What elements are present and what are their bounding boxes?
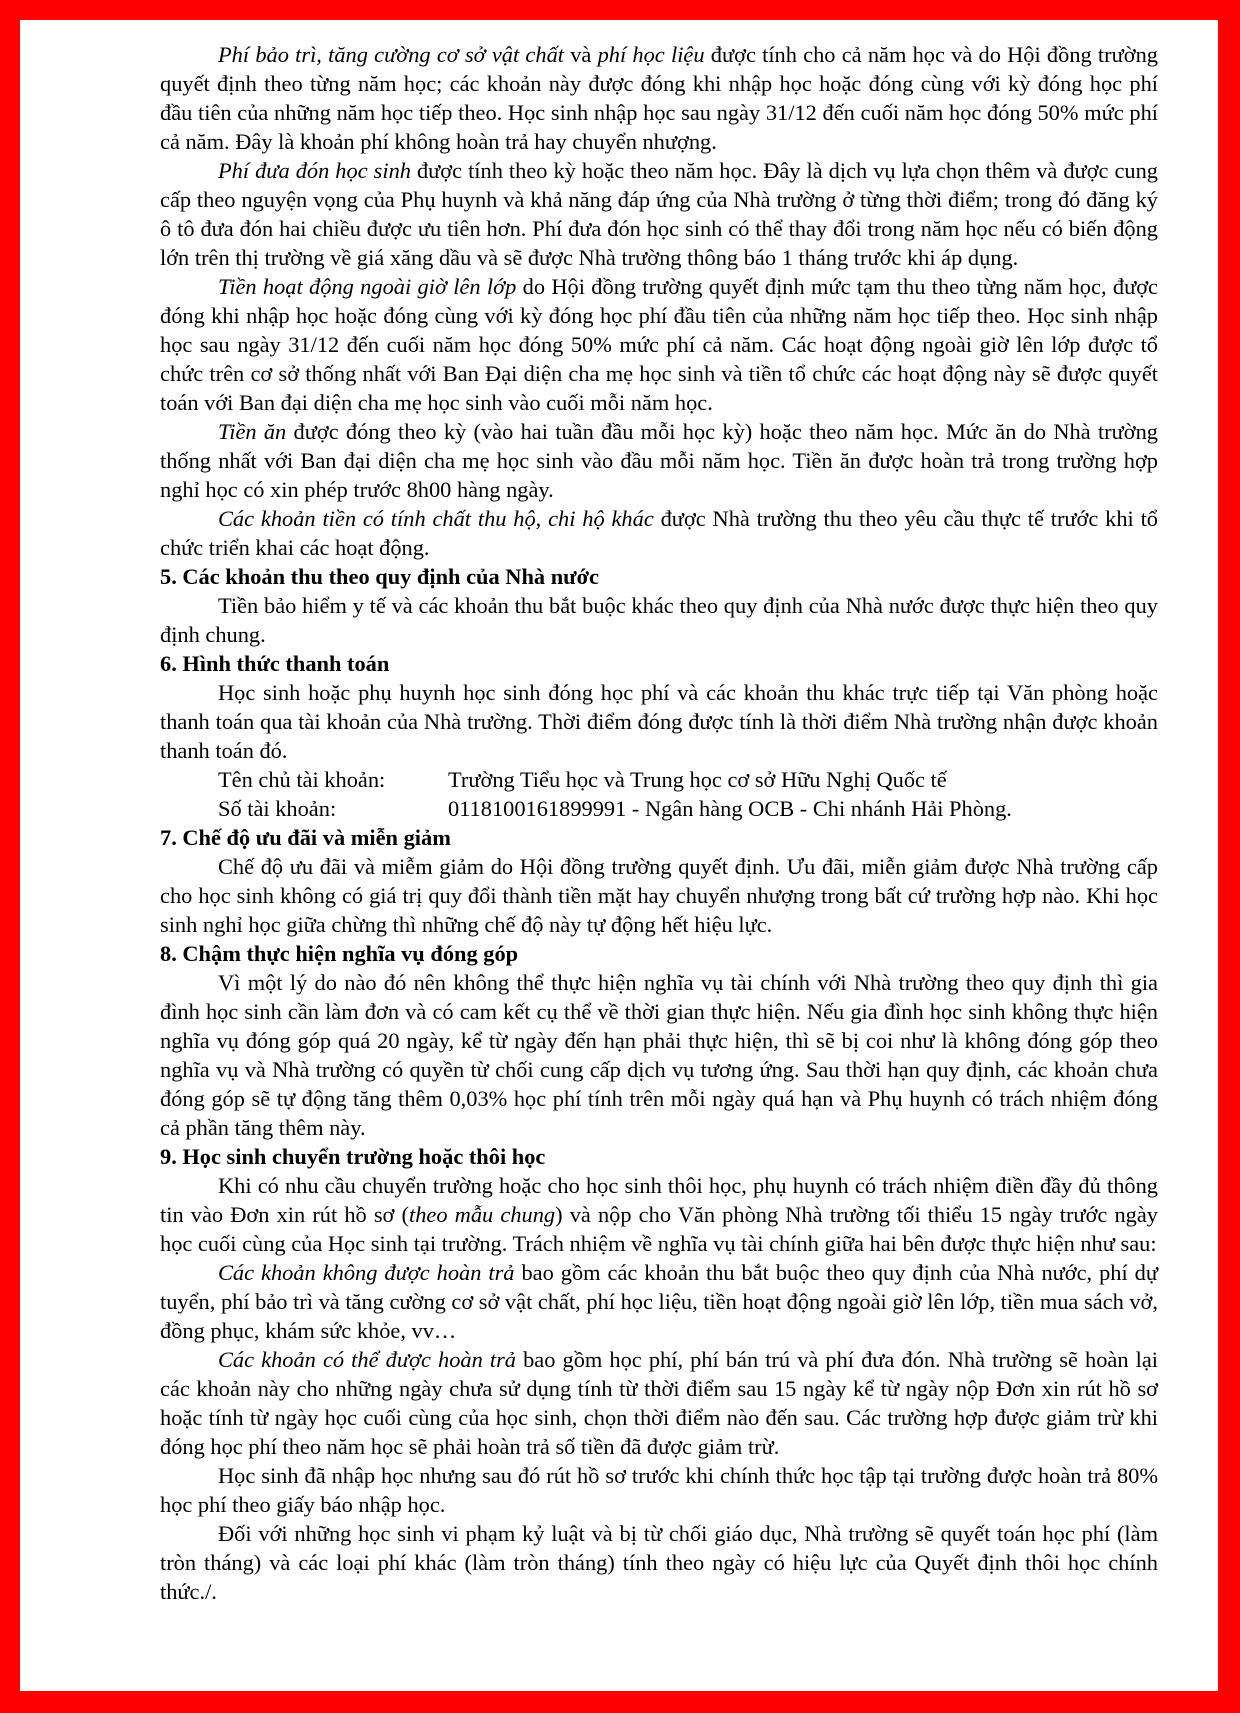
text: ) và nộp cho Văn phòng Nhà trường tối thiểu 15 ngày trước ngày học cuối cùng của Học sinh tại trường. Trách nhiệm về nghĩa vụ tài chính giữa hai bên được thực hiện như sau: xyxy=(160,1202,1159,1256)
term-extracurricular-fee: Tiền hoạt động ngoài giờ lên lớp xyxy=(218,274,517,299)
paragraph-other-collections xyxy=(160,504,1158,562)
paragraph-late-payment: Vì một lý do nào đó nên không thể thực hiện nghĩa vụ tài chính với Nhà trường theo quy định thì gia đình học sinh cần làm đơn và có cam kết cụ thể về thời gian thực hiện. Nếu gia đình học sinh không thực hiện nghĩa vụ đóng góp quá 20 ngày, kể từ ngày đến hạn phải thực hiện, thì sẽ bị coi như là không đóng góp theo nghĩa vụ và Nhà trường có quyền từ chối cung cấp dịch vụ tương ứng. Sau thời hạn quy định, các khoản chưa đóng góp sẽ tự động tăng thêm 0,03% học phí tính trên mỗi ngày quá hạn và Phụ huynh có trách nhiệm đóng cả phần tăng thêm này. xyxy=(160,970,1158,1140)
term-other-collections: Các khoản tiền có tính chất thu hộ, chi hộ khác xyxy=(218,506,654,531)
text: bao gồm các khoản thu bắt buộc theo quy định của Nhà nước, phí dự tuyển, phí bảo trì và tăng cường cơ sở vật chất, phí học liệu, tiền hoạt động ngoài giờ lên lớp, tiền mua sách vở, đồng phục, khám sức khỏe, vv… xyxy=(160,1260,1159,1343)
text: do Hội đồng trường quyết định mức tạm thu theo từng năm học, được đóng khi nhập học hoặc đóng cùng với kỳ đóng học phí đầu tiên của những năm học tiếp theo. Học sinh nhập học sau ngày 31/12 đến cuối năm học đóng 50% mức phí cả năm. Các hoạt động ngoài giờ lên lớp được tổ chức trên cơ sở thống nhất với Ban Đại diện cha mẹ học sinh và tiền tổ chức các hoạt động này sẽ được quyết toán với Ban đại diện cha mẹ học sinh vào cuối mỗi năm học. xyxy=(160,274,1158,415)
paragraph-refundable xyxy=(160,1345,1158,1461)
term-non-refundable: Các khoản không được hoàn trả xyxy=(218,1260,515,1285)
text: được tính theo kỳ hoặc theo năm học. Đây là dịch vụ lựa chọn thêm và được cung cấp theo nguyện vọng của Phụ huynh và khả năng đáp ứng của Nhà trường ở từng thời điểm; trong đó đăng ký ô tô đưa đón hai chiều được ưu tiên hơn. Phí đưa đón học sinh có thể thay đổi trong năm học nếu có biến động lớn trên thị trường về giá xăng dầu và sẽ được Nhà trường thông báo 1 tháng trước khi áp dụng. xyxy=(160,158,1158,270)
text: được Nhà trường thu theo yêu cầu thực tế trước khi tổ chức triển khai các hoạt động. xyxy=(160,506,1158,560)
paragraph-payment: Học sinh hoặc phụ huynh học sinh đóng học phí và các khoản thu khác trực tiếp tại Văn phòng hoặc thanh toán qua tài khoản của Nhà trường. Thời điểm đóng được tính là thời điểm Nhà trường nhận được khoản thanh toán đó. xyxy=(160,680,1158,763)
term-transport-fee: Phí đưa đón học sinh xyxy=(218,158,411,183)
text: và xyxy=(563,42,598,67)
paragraph-maintenance-fee xyxy=(160,40,1158,156)
paragraph-non-refundable xyxy=(160,1258,1158,1345)
term-meal-fee: Tiền ăn xyxy=(218,419,287,444)
paragraph-withdraw-refund: Học sinh đã nhập học nhưng sau đó rút hồ sơ trước khi chính thức học tập tại trường được hoàn trả 80% học phí theo giấy báo nhập học. xyxy=(160,1463,1158,1517)
term-material-fee: phí học liệu xyxy=(597,42,705,67)
text: được đóng theo kỳ (vào hai tuần đầu mỗi học kỳ) hoặc theo năm học. Mức ăn do Nhà trường thống nhất với Ban đại diện cha mẹ học sinh vào đầu mỗi năm học. Tiền ăn được hoàn trả trong trường hợp nghỉ học có xin phép trước 8h00 hàng ngày. xyxy=(160,419,1158,502)
section-heading-discounts: 7. Chế độ ưu đãi và miễn giảm xyxy=(160,825,451,850)
paragraph-state-fees: Tiền bảo hiểm y tế và các khoản thu bắt buộc khác theo quy định của Nhà nước được thực hiện theo quy định chung. xyxy=(160,593,1158,647)
text: bao gồm học phí, phí bán trú và phí đưa đón. Nhà trường sẽ hoàn lại các khoản này cho những ngày chưa sử dụng tính từ thời điểm sau 15 ngày kể từ ngày nộp Đơn xin rút hồ sơ hoặc tính từ ngày học cuối cùng của học sinh, chọn thời điểm nào đến sau. Các trường hợp được giảm trừ khi đóng học phí theo năm học sẽ phải hoàn trả số tiền đã được giảm trừ. xyxy=(160,1347,1158,1459)
account-name-row xyxy=(160,765,1158,794)
paragraph-discounts: Chế độ ưu đãi và miễm giảm do Hội đồng trường quyết định. Ưu đãi, miễn giảm được Nhà trường cấp cho học sinh không có giá trị quy đổi thành tiền mặt hay chuyển nhượng trong bất cứ trường hợp nào. Khi học sinh nghỉ học giữa chừng thì những chế độ này tự động hết hiệu lực. xyxy=(160,854,1158,937)
account-number-value: 0118100161899991 - Ngân hàng OCB - Chi nhánh Hải Phòng. xyxy=(448,796,1012,821)
document-body xyxy=(160,40,1158,1606)
section-heading-late-payment: 8. Chậm thực hiện nghĩa vụ đóng góp xyxy=(160,941,519,966)
term-maintenance-fee: Phí bảo trì, tăng cường cơ sở vật chất xyxy=(218,42,564,67)
section-heading-state-fees: 5. Các khoản thu theo quy định của Nhà nước xyxy=(160,564,599,589)
account-number-label: Số tài khoản: xyxy=(218,796,337,821)
paragraph-disciplinary: Đối với những học sinh vi phạm kỷ luật và bị từ chối giáo dục, Nhà trường sẽ quyết toán học phí (làm tròn tháng) và các loại phí khác (làm tròn tháng) tính theo ngày có hiệu lực của Quyết định thôi học chính thức./. xyxy=(160,1521,1158,1604)
account-name-value: Trường Tiểu học và Trung học cơ sở Hữu Nghị Quốc tế xyxy=(448,767,947,792)
section-heading-transfer: 9. Học sinh chuyển trường hoặc thôi học xyxy=(160,1144,546,1169)
account-name-label: Tên chủ tài khoản: xyxy=(218,767,386,792)
text: được tính cho cả năm học và do Hội đồng trường quyết định theo từng năm học; các khoản này được đóng khi nhập học hoặc đóng cùng với kỳ đóng học phí đầu tiên của những năm học tiếp theo. Học sinh nhập học sau ngày 31/12 đến cuối năm học đóng 50% mức phí cả năm. Đây là khoản phí không hoàn trả hay chuyển nhượng. xyxy=(160,42,1158,154)
section-heading-payment: 6. Hình thức thanh toán xyxy=(160,651,390,676)
paragraph-transfer-intro xyxy=(160,1171,1158,1258)
paragraph-transport-fee xyxy=(160,156,1158,272)
term-common-form: theo mẫu chung xyxy=(409,1202,556,1227)
paragraph-extracurricular-fee xyxy=(160,272,1158,417)
term-refundable: Các khoản có thể được hoàn trả xyxy=(218,1347,517,1372)
text: Khi có nhu cầu chuyển trường hoặc cho học sinh thôi học, phụ huynh có trách nhiệm điền đầy đủ thông tin vào Đơn xin rút hồ sơ ( xyxy=(160,1173,1158,1227)
account-number-row xyxy=(160,794,1158,823)
paragraph-meal-fee xyxy=(160,417,1158,504)
